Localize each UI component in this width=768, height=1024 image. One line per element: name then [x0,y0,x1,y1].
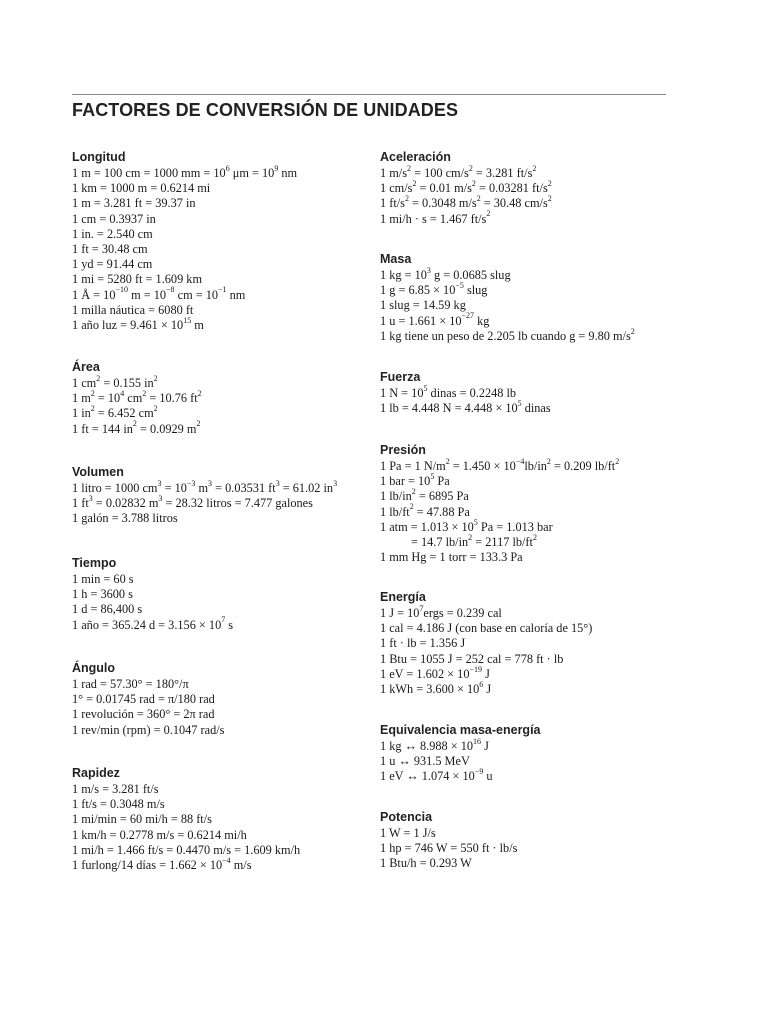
section-longitud [72,149,297,333]
conversion-line: 1 lb = 4.448 $N = 4.448 \times 10^5$ dinas [380,399,551,416]
conversion-line: 1 kWh = $3.600 \times 10^6$ J [380,679,492,696]
section-energia [380,589,592,697]
section-heading: Masa [380,252,412,266]
conversion-line: 1 kg = $10^3$ g = 0.0685 slug [380,265,511,282]
section-heading: Rapidez [72,766,120,780]
conversion-line: 1 Å = $10^{-10}$ $m = 10^{-8}$ cm = $10^{-1}$ nm [72,285,246,302]
conversion-line: 1 $in^2 = 6.452$ $cm^2$ [72,404,158,421]
section-equivalencia-masa-energia [380,722,541,785]
conversion-line: 1 año = 365.24 $d = 3.156 \times 10^7$ s [72,615,234,632]
conversion-line: 1 $cm/s^2 = 0.01$ $m/s^2 = 0.03281$ $ft/s^2$ [380,179,552,196]
conversion-line: 1 $u = 1.661 \times 10^{-27}$ kg [380,311,490,328]
conversion-line: 1 eV ↔ $1.074 \times 10^{-9}$ u [380,767,493,784]
section-masa [380,251,635,344]
section-heading: Tiempo [72,556,117,570]
section-area [72,359,202,437]
section-heading: Presión [380,443,426,457]
conversion-line: 1 bar = $10^5$ Pa [380,472,450,489]
conversion-line: 1 $lb/ft^2 = 47.88$ Pa [380,502,470,519]
conversion-line: 1 m = 3.281 ft = 39.37 in [72,196,196,211]
conversion-line: 1 $ft/s^2 = 0.3048$ $m/s^2 = 30.48$ $cm/s^2$ [380,194,552,211]
conversion-line: 1 $g = 6.85 \times 10^{-5}$ slug [380,281,488,298]
section-heading: Equivalencia masa-energía [380,723,541,737]
conversion-line: 1 h = 3600 s [72,587,133,602]
conversion-line: 1 cm = 0.3937 in [72,211,156,226]
conversion-line: 1° = 0.01745 rad = π/180 rad [72,692,215,707]
conversion-line: 1 yd = 91.44 cm [72,257,153,272]
section-fuerza [380,369,551,416]
conversion-line: 1 milla náutica = 6080 ft [72,302,194,317]
top-rule [72,94,666,95]
conversion-line: 1 ft/s = 0.3048 m/s [72,797,165,812]
section-rapidez [72,765,300,873]
conversion-line: 1 W = 1 J/s [380,826,436,840]
conversion-line: 1 u ↔ 931.5 MeV [380,754,470,769]
conversion-line: 1 mm Hg = 1 torr = 133.3 Pa [380,550,523,565]
conversion-line: 1 rev/min (rpm) = 0.1047 rad/s [72,722,225,737]
conversion-line: 1 cal = 4.186 J (con base en caloría de 15°) [380,621,593,636]
conversion-line: 1 km/h = 0.2778 m/s = 0.6214 mi/h [72,827,247,842]
conversion-line: 1 kg tiene un peso de 2.205 lb cuando g = 9.80 $m/s^2$ [380,326,635,343]
conversion-line: 1 galón = 3.788 litros [72,511,178,526]
conversion-line: 1 hp = 746 W = 550 ft · lb/s [380,841,518,856]
section-heading: Fuerza [380,370,421,384]
page-title: FACTORES DE CONVERSIÓN DE UNIDADES [72,100,459,120]
conversion-line: 1 ft = 144 $in^2 = 0.0929$ $m^2$ [72,419,201,436]
section-aceleracion [380,149,552,227]
conversion-line: 1 $N = 10^5$ dinas = 0.2248 lb [380,383,517,400]
conversion-line: 1 $ft^3 = 0.02832$ $m^3 = 28.32$ litros = 7.477 galones [72,494,313,511]
conversion-line: 1 min = 60 s [72,572,134,586]
conversion-line: 1 mi/min = 60 mi/h = 88 ft/s [72,812,212,827]
conversion-line: 1 $J = 10^7ergs = 0.239$ cal [380,603,502,620]
conversion-line: 1 kg ↔ $8.988 \times 10^{16}$ J [380,736,489,753]
section-presion [380,442,619,565]
section-heading: Volumen [72,465,124,479]
conversion-line: 1 revolución = 360° = 2π rad [72,707,215,722]
conversion-line: 1 $cm^2 = 0.155$ $in^2$ [72,373,158,390]
conversion-line: 1 Pa = 1 $N/m^2 = 1.450 \times 10^{-4}lb/in^2 = 0.209$ $lb/ft^2$ [380,456,620,473]
conversion-line: 1 slug = 14.59 kg [380,298,466,313]
section-angulo [72,660,224,738]
conversion-line: 1 ft · lb = 1.356 J [380,636,466,651]
section-heading: Potencia [380,810,433,824]
section-volumen [72,464,337,527]
conversion-line: 1 eV = $1.602 \times 10^{-19}$ J [380,664,490,681]
conversion-line: 1 ft = 30.48 cm [72,241,148,256]
section-heading: Aceleración [380,150,451,164]
conversion-line: 1 año luz = $9.461 \times 10^{15}$ m [72,315,204,332]
conversion-line: 1 Btu = 1055 J = 252 cal = 778 ft · lb [380,651,564,666]
conversion-line: 1 $m^2 = 10^4$ $cm^2 = 10.76$ $ft^2$ [72,389,202,406]
conversion-line: 1 m = 100 cm = 1000 mm = $10^6$ $\mu m = 10^9$ nm [72,163,298,180]
section-tiempo [72,555,233,633]
conversion-line: 1 litro = 1000 $cm^3 = 10^{-3}$ $m^3 = 0.03531$ $ft^3 = 61.02$ $in^3$ [72,478,338,495]
conversion-line: 1 d = 86,400 s [72,602,143,617]
conversion-line: 1 atm = $1.013 \times 10^5$ Pa = 1.013 bar [380,517,553,534]
section-heading: Área [72,360,100,374]
conversion-line: 1 rad = 57.30° = 180°/π [72,677,189,691]
conversion-line: 1 mi/h = 1.466 ft/s = 0.4470 m/s = 1.609 km/h [72,842,301,857]
section-heading: Longitud [72,150,126,164]
conversion-line: 1 km = 1000 m = 0.6214 mi [72,181,211,196]
conversion-line: 1 furlong/14 días = $1.662 \times 10^{-4}$ m/s [72,855,252,872]
conversion-line: 1 $m/s^2 = 100$ $cm/s^2 = 3.281$ $ft/s^2$ [380,163,537,180]
section-heading: Ángulo [72,661,116,675]
section-potencia [380,809,517,872]
conversion-line: 1 Btu/h = 0.293 W [380,856,472,871]
conversion-line: 1 mi = 5280 ft = 1.609 km [72,272,203,287]
conversion-line: 1 mi/h · s = 1.467 $ft/s^2$ [380,209,491,226]
conversion-line: 1 m/s = 3.281 ft/s [72,782,159,796]
conversion-line: = 14.7 $lb/in^2 = 2117$ $lb/ft^2$ [411,532,537,549]
conversion-line: 1 $lb/in^2 = 6895$ Pa [380,487,469,504]
conversion-line: 1 in. = 2.540 cm [72,226,153,241]
section-heading: Energía [380,590,426,604]
